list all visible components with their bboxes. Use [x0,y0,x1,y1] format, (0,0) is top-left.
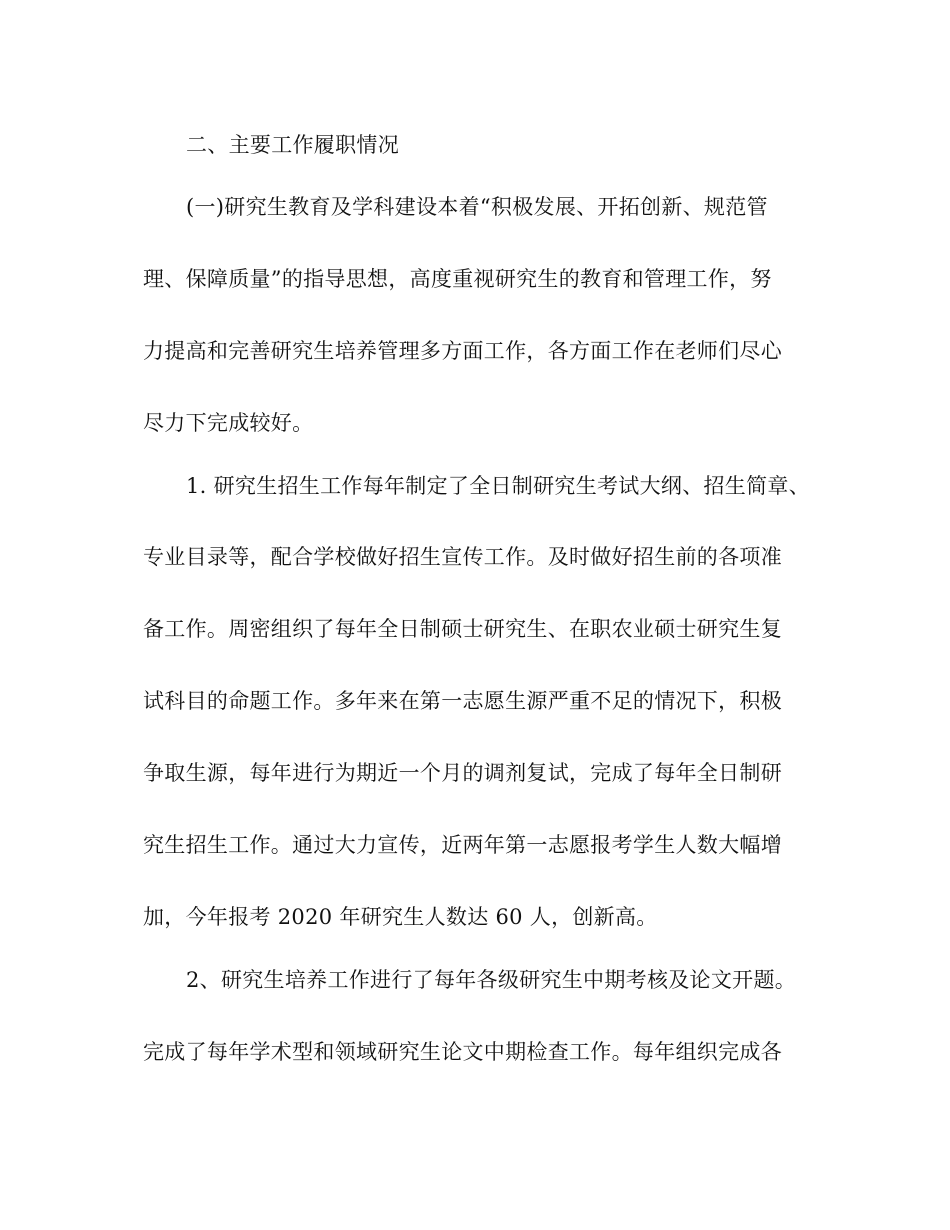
paragraph-line: 1. 研究生招生工作每年制定了全日制研究生考试大纲、招生简章、 [186,474,811,498]
paragraph-line: 尽力下完成较好。 [143,411,314,435]
paragraph-line: 力提高和完善研究生培养管理多方面工作，各方面工作在老师们尽心 [143,339,782,363]
paragraph-line: 理、保障质量”的指导思想，高度重视研究生的教育和管理工作，努 [143,267,772,291]
paragraph-line: (一)研究生教育及学科建设本着“积极发展、开拓创新、规范管 [186,195,768,219]
section-heading: 二、主要工作履职情况 [186,133,399,157]
paragraph-line: 专业目录等，配合学校做好招生宣传工作。及时做好招生前的各项准 [143,545,782,569]
paragraph-line: 完成了每年学术型和领域研究生论文中期检查工作。每年组织完成各 [143,1040,782,1064]
paragraph-line: 备工作。周密组织了每年全日制硕士研究生、在职农业硕士研究生复 [143,617,782,641]
paragraph-line: 加，今年报考 2020 年研究生人数达 60 人，创新高。 [143,905,658,929]
paragraph-line: 究生招生工作。通过大力宣传，近两年第一志愿报考学生人数大幅增 [143,833,782,857]
paragraph-line: 试科目的命题工作。多年来在第一志愿生源严重不足的情况下，积极 [143,689,782,713]
paragraph-line: 争取生源，每年进行为期近一个月的调剂复试，完成了每年全日制研 [143,761,782,785]
paragraph-line: 2、研究生培养工作进行了每年各级研究生中期考核及论文开题。 [186,968,797,992]
